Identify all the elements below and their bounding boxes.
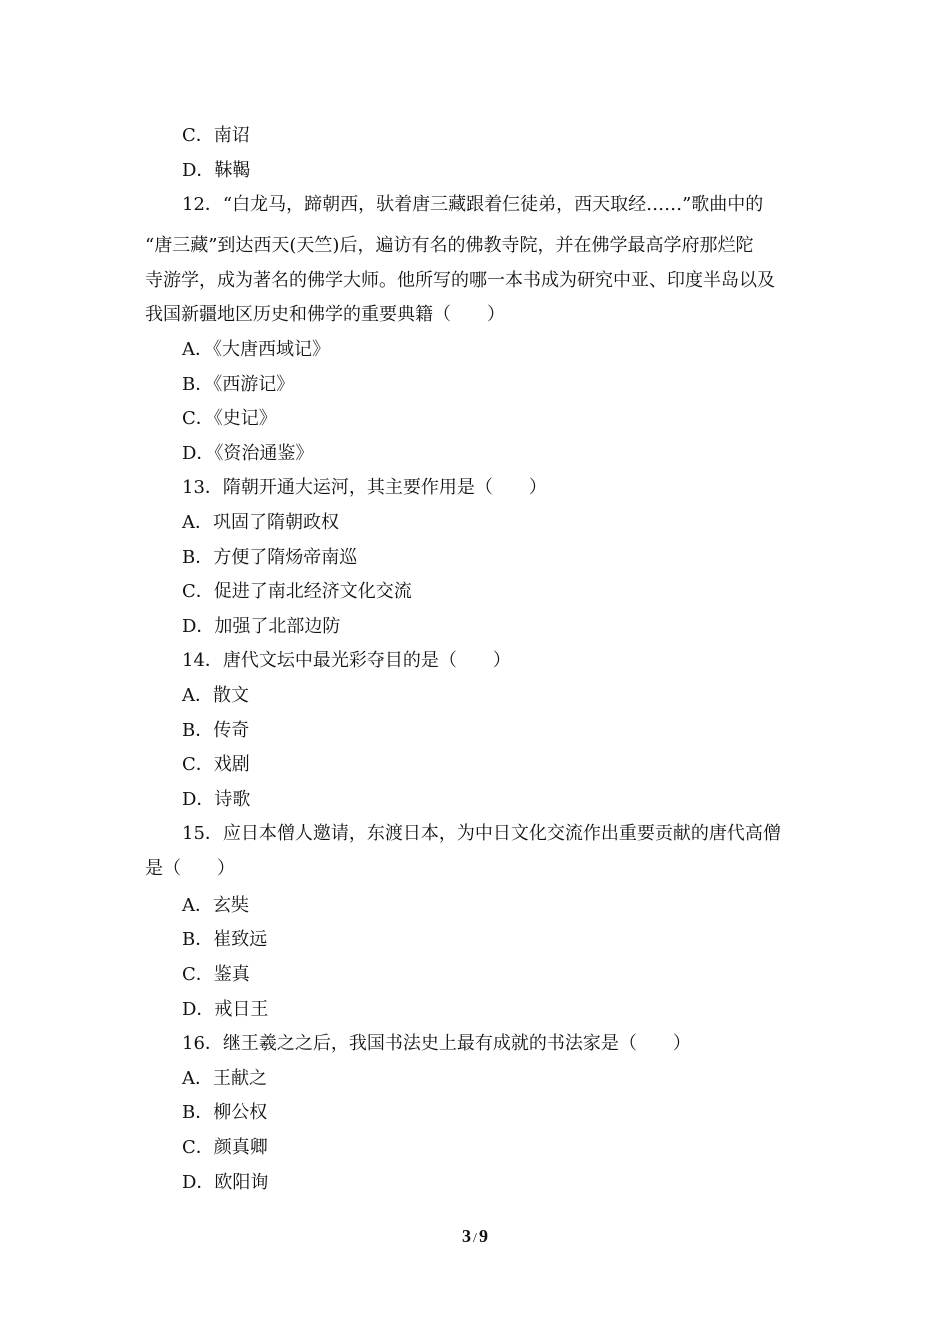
question-text: 14．唐代文坛中最光彩夺目的是（ ） [182,650,511,672]
option-b: B．方便了隋炀帝南巡 [182,546,358,568]
question-text: “唐三藏”到达西天(天竺)后，遍访有名的佛教寺院，并在佛学最高学府那烂陀 [145,235,754,257]
option-d: D．诗歌 [182,788,251,810]
question-12 [145,188,810,471]
question-15 [145,817,810,1027]
option-d: D．加强了北部边防 [182,615,341,637]
option-c: C．戏剧 [182,754,250,776]
option-d: D．欧阳询 [182,1171,269,1193]
option-b: B．传奇 [182,719,250,741]
option-c: C．《史记》 [182,408,277,430]
option-c: C．鉴真 [182,964,250,986]
option-a: A．散文 [182,684,249,706]
option-d: D．《资治通鉴》 [182,442,314,464]
question-16 [145,1027,810,1200]
option-b: B．崔致远 [182,929,268,951]
option-a: A．王献之 [182,1067,267,1089]
question-13 [145,471,810,644]
document-body [145,119,810,1200]
question-text: 我国新疆地区历史和佛学的重要典籍（ ） [145,304,505,326]
option-d: D．戒日王 [182,998,269,1020]
option-c: C．南诏 [182,125,250,146]
option-c: C．颜真卿 [182,1137,268,1159]
page-number [0,1226,950,1247]
total-pages: 9 [478,1226,488,1246]
page-separator: / [473,1231,477,1246]
question-text: 13．隋朝开通大运河，其主要作用是（ ） [182,477,547,499]
question-text: 16．继王羲之之后，我国书法史上最有成就的书法家是（ ） [182,1033,691,1055]
question-text: 寺游学，成为著名的佛学大师。他所写的哪一本书成为研究中亚、印度半岛以及 [145,269,775,291]
option-b: B．《西游记》 [182,373,295,395]
option-a: A．《大唐西域记》 [182,338,330,360]
option-d: D．靺鞨 [182,159,251,181]
current-page: 3 [462,1226,472,1246]
option-a: A．玄奘 [182,894,249,916]
option-a: A．巩固了隋朝政权 [182,511,339,533]
option-c: C．促进了南北经济文化交流 [182,581,412,603]
question-text: 15．应日本僧人邀请，东渡日本，为中日文化交流作出重要贡献的唐代高僧 [182,823,781,845]
option-b: B．柳公权 [182,1102,268,1124]
question-text: 12．“白龙马，蹄朝西，驮着唐三藏跟着仨徒弟，西天取经……”歌曲中的 [182,194,764,216]
question-14 [145,644,810,817]
question-text: 是（ ） [145,857,235,879]
